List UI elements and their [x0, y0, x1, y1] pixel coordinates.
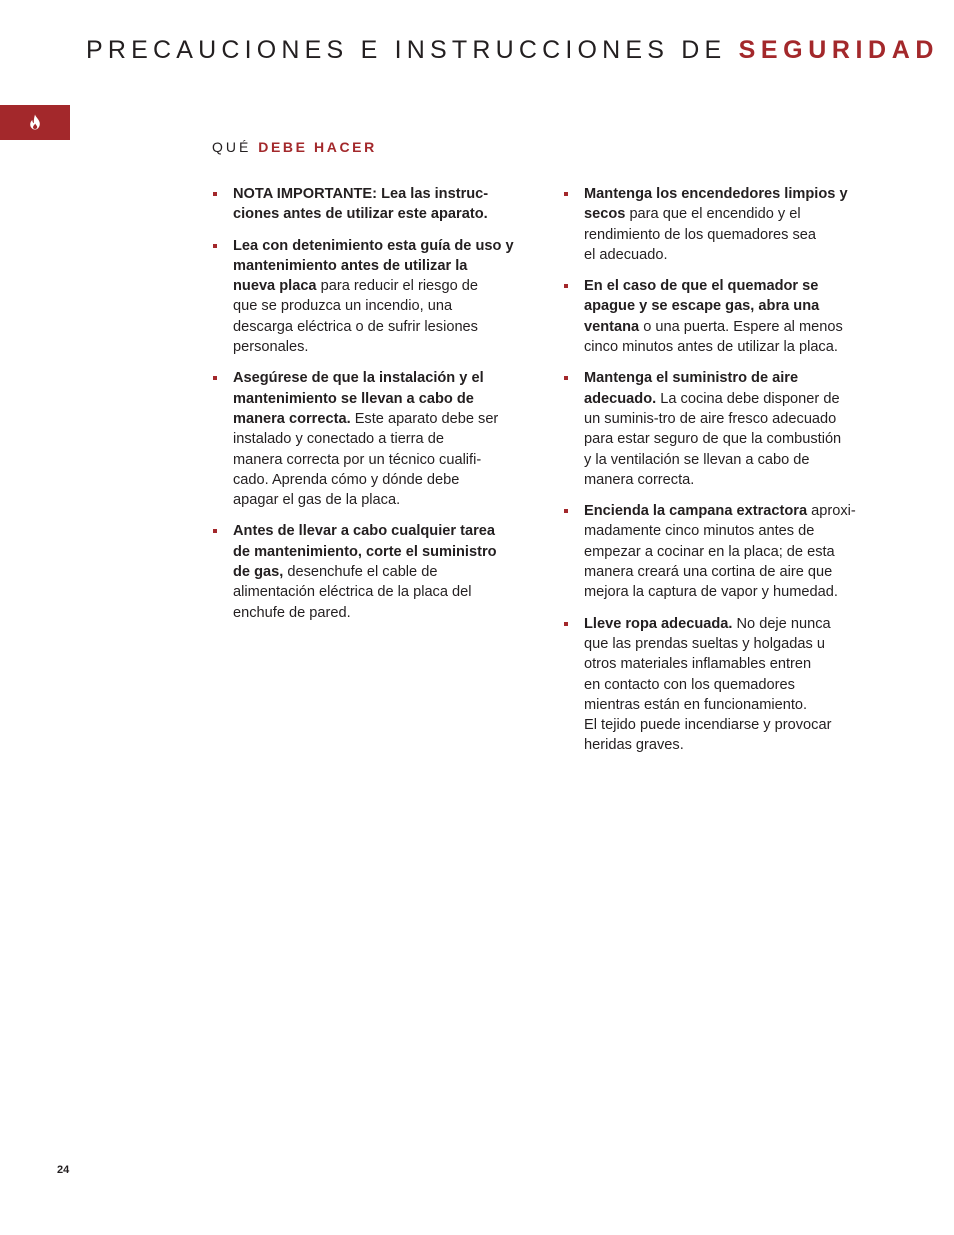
flame-icon	[29, 114, 41, 130]
right-column-list	[563, 184, 883, 767]
item-line: apagar el gas de la placa.	[233, 492, 401, 509]
item-line: rendimiento de los quemadores sea	[584, 226, 817, 243]
page-title-accent: SEGURIDAD	[738, 36, 940, 64]
bullet-icon	[213, 529, 217, 533]
item-line: y la ventilación se llevan a cabo de	[584, 451, 810, 468]
item-line: El tejido puede incendiarse y provocar	[584, 717, 832, 734]
item-line: cado. Aprenda cómo y dónde debe	[233, 471, 460, 488]
page-title-prefix: PRECAUCIONES E INSTRUCCIONES DE	[86, 36, 727, 64]
list-item	[563, 501, 883, 602]
item-line: descarga eléctrica o de sufrir lesiones	[233, 318, 478, 335]
item-line: madamente cinco minutos antes de	[584, 523, 815, 540]
list-item	[563, 614, 883, 756]
item-line: mientras están en funcionamiento.	[584, 696, 808, 713]
list-item	[212, 184, 537, 225]
item-line: que las prendas sueltas y holgadas u	[584, 635, 825, 652]
bullet-icon	[213, 376, 217, 380]
section-tab	[0, 105, 70, 140]
page-title	[86, 36, 946, 65]
item-line: adecuado. La cocina debe disponer de	[584, 390, 840, 407]
list-item	[212, 236, 537, 358]
item-line: de mantenimiento, corte el suministro	[233, 543, 497, 560]
item-line: mantenimiento antes de utilizar la	[233, 257, 468, 274]
item-line: Lleve ropa adecuada. No deje nunca	[584, 615, 831, 632]
item-line: de gas, desenchufe el cable de	[233, 564, 438, 581]
bullet-icon	[564, 622, 568, 626]
item-line: el adecuado.	[584, 246, 668, 263]
item-line: manera correcta por un técnico cualifi-	[233, 451, 482, 468]
bullet-icon	[564, 284, 568, 288]
item-line: enchufe de pared.	[233, 604, 351, 621]
section-heading	[212, 139, 377, 155]
item-line: NOTA IMPORTANTE: Lea las instruc-	[233, 186, 489, 202]
item-line: empezar a cocinar en la placa; de esta	[584, 543, 835, 560]
item-line: que se produzca un incendio, una	[233, 298, 453, 315]
item-line: Lea con detenimiento esta guía de uso y	[233, 237, 514, 254]
bullet-icon	[564, 192, 568, 196]
item-line: mejora la captura de vapor y humedad.	[584, 584, 838, 601]
item-line: secos para que el encendido y el	[584, 206, 801, 223]
section-heading-accent: DEBE HACER	[258, 139, 377, 155]
item-line: ciones antes de utilizar este aparato.	[233, 206, 488, 223]
list-item	[563, 368, 883, 490]
item-line: Asegúrese de que la instalación y el	[233, 370, 484, 387]
section-heading-prefix: QUÉ	[212, 139, 252, 155]
bullet-icon	[213, 192, 217, 196]
item-line: alimentación eléctrica de la placa del	[233, 584, 472, 601]
list-item	[212, 368, 537, 510]
list-item	[563, 184, 883, 265]
item-line: Mantenga el suministro de aire	[584, 370, 799, 387]
item-line: ventana o una puerta. Espere al menos	[584, 318, 843, 335]
item-line: manera creará una cortina de aire que	[584, 564, 833, 581]
item-line: en contacto con los quemadores	[584, 676, 795, 693]
item-line: apague y se escape gas, abra una	[584, 298, 820, 315]
list-item	[563, 276, 883, 357]
item-line: mantenimiento se llevan a cabo de	[233, 390, 474, 407]
item-line: Encienda la campana extractora aproxi-	[584, 503, 856, 520]
bullet-icon	[564, 376, 568, 380]
list-item	[212, 521, 537, 622]
item-line: para estar seguro de que la combustión	[584, 431, 842, 448]
item-line: otros materiales inflamables entren	[584, 656, 812, 673]
item-line: instalado y conectado a tierra de	[233, 431, 444, 448]
item-line: Antes de llevar a cabo cualquier tarea	[233, 523, 495, 540]
item-line: personales.	[233, 339, 309, 356]
left-column-list	[212, 184, 537, 634]
item-line: manera correcta. Este aparato debe ser	[233, 410, 499, 427]
item-line: Mantenga los encendedores limpios y	[584, 186, 848, 202]
item-line: un suminis-tro de aire fresco adecuado	[584, 410, 837, 427]
item-line: nueva placa para reducir el riesgo de	[233, 278, 478, 295]
bullet-icon	[213, 244, 217, 248]
page-number: 24	[57, 1164, 70, 1176]
item-line: heridas graves.	[584, 737, 684, 754]
item-line: cinco minutos antes de utilizar la placa.	[584, 339, 838, 356]
item-line: En el caso de que el quemador se	[584, 278, 819, 295]
item-line: manera correcta.	[584, 471, 695, 488]
bullet-icon	[564, 509, 568, 513]
